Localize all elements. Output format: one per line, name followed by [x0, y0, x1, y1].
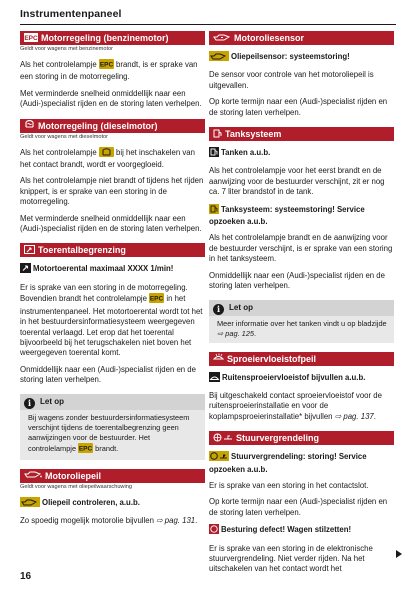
paragraph: Als het controlelampje brandt en de aanwijzing voor de bestuurder verschijnt, is er sprake van een storing in het tanksysteem. — [209, 233, 393, 264]
paragraph: Zo spoedig mogelijk motorolie bijvullen ⇨ pag. 131. — [20, 515, 198, 525]
section-title: Motoroliepeil — [45, 470, 101, 481]
paragraph: Bij uitgeschakeld contact sproeiervloeistof voor de ruitensproeierinstallatie en voor de koplampsproeierinstallatie* bijvullen ⇨ pag. 137. — [209, 390, 382, 421]
note-box — [20, 394, 205, 460]
info-icon: i — [24, 398, 35, 409]
paragraph: Er is sprake van een storing in het contactslot. — [209, 480, 369, 490]
steering-fault-icon — [209, 524, 219, 537]
info-icon: i — [213, 304, 224, 315]
note-body: Bij wagens zonder bestuurdersinformatiesysteem verschijnt tijdens de toerentalbegrenzing geen aanwijzingen voor de bestuurder. Het controlelampje EPC brandt. — [20, 410, 205, 460]
paragraph: Er is sprake van een storing in de elektronische stuurvergrendeling. Niet verder rijden. Na het uitschakelen van het contact wordt het — [209, 543, 373, 574]
right-column — [209, 31, 394, 575]
washer-fluid-icon — [209, 372, 220, 385]
oil-can-icon — [20, 497, 40, 510]
svg-text:EPC: EPC — [78, 445, 93, 453]
epc-icon — [24, 32, 38, 45]
paragraph: Er is sprake van een storing in de motorregeling. Bovendien brandt het controlelampje EPC in het instrumentenpaneel. Het motortoerental wordt tot het in het bestuurdersinformatiesysteem weergegeven toerental verlaagd. Let erop dat het toerental bijvoorbeeld bij het terugschakelen niet boven het weergegeven toerental komt. — [20, 282, 203, 358]
paragraph: Als het controlelampje niet brandt of tijdens het rijden knippert, is er sprake van een storing in de motorregeling. — [20, 176, 204, 207]
epc-indicator-icon — [149, 293, 164, 306]
section-bar-steering-lock — [209, 431, 394, 445]
page-title: Instrumentenpaneel — [20, 8, 122, 20]
page-reference[interactable]: ⇨ pag. 131 — [156, 515, 196, 525]
driver-message: Stuurvergrendeling: storing! Service opzoeken a.u.b. — [209, 452, 367, 474]
paragraph: Onmiddellijk naar een (Audi-)specialist rijden en de storing laten verhelpen. — [20, 364, 196, 385]
section-bar-fuel-system — [209, 127, 394, 141]
paragraph: Als het controlelampje voor het eerst brandt en de aanwijzing voor de bestuurder verschijnt, zit er nog ca. 7 liter brandstof in de tank. — [209, 166, 385, 197]
header-rule — [20, 24, 396, 25]
svg-text:EPC: EPC — [149, 295, 164, 303]
left-column — [20, 31, 205, 526]
section-title: Motorregeling (benzinemotor) — [41, 33, 169, 43]
section-subtitle: Geldt voor wagens met dieselmotor — [20, 133, 108, 140]
svg-text:EPC: EPC — [99, 61, 114, 69]
paragraph: Met verminderde snelheid onmiddellijk naar een (Audi-)specialist rijden en de storing laten verhelpen. — [20, 88, 202, 109]
page-reference[interactable]: ⇨ pag. 137 — [334, 411, 374, 421]
fuel-pump-icon — [209, 147, 219, 160]
note-box — [209, 300, 394, 343]
section-bar-engine-petrol — [20, 31, 205, 45]
section-subtitle: Geldt voor wagens met benzinemotor — [20, 46, 113, 52]
continue-arrow-icon — [396, 550, 402, 558]
driver-message: Motortoerental maximaal XXXX 1/min! — [20, 263, 205, 276]
epc-indicator-icon — [78, 443, 93, 456]
fuel-pump-icon — [209, 204, 219, 217]
glow-plug-icon — [24, 119, 35, 132]
svg-text:EPC: EPC — [24, 34, 38, 42]
page-header — [20, 8, 396, 25]
epc-indicator-icon — [99, 59, 114, 72]
section-bar-oil-level — [20, 469, 205, 483]
driver-message: Oliepeilsensor: systeemstoring! — [209, 51, 394, 64]
note-body: Meer informatie over het tanken vindt u op bladzijde ⇨ pag. 125. — [209, 316, 394, 343]
section-title: Tanksysteem — [225, 129, 282, 140]
section-bar-washer-fluid — [209, 352, 394, 366]
section-title: Toerentalbegrenzing — [38, 245, 126, 256]
oil-sensor-icon — [209, 51, 229, 64]
steering-lock-icon — [213, 432, 233, 445]
note-header: i Let op — [20, 394, 205, 410]
section-title: Sproeiervloeistofpeil — [227, 353, 317, 364]
paragraph: Op korte termijn naar een (Audi-)specialist rijden en de storing laten verhelpen. — [209, 497, 388, 517]
rpm-limit-icon — [24, 244, 35, 257]
paragraph: Onmiddellijk naar een (Audi-)specialist rijden en de storing laten verhelpen. — [209, 270, 385, 291]
section-bar-rpm-limit — [20, 243, 205, 257]
section-bar-oil-sensor — [209, 31, 394, 45]
oil-can-icon — [24, 469, 42, 482]
driver-message: Ruitensproeiervloeistof bijvullen a.u.b. — [209, 372, 394, 385]
washer-fluid-icon — [213, 352, 224, 365]
note-header: i Let op — [209, 300, 394, 316]
steering-lock-icon — [209, 451, 229, 464]
fuel-pump-icon — [213, 128, 222, 141]
driver-message: Besturing defect! Wagen stilzetten! — [209, 524, 394, 537]
page-reference[interactable]: ⇨ pag. 125 — [217, 328, 255, 338]
page-number: 16 — [20, 571, 32, 582]
driver-message: Tanken a.u.b. — [209, 147, 394, 160]
section-title: Stuurvergrendeling — [236, 433, 320, 444]
paragraph: Als het controlelampje EPC brandt, is er sprake van een storing in de motorregeling. — [20, 60, 198, 82]
section-bar-engine-diesel — [20, 119, 205, 133]
paragraph: De sensor voor controle van het motoroliepeil is uitgevallen. — [209, 70, 374, 90]
driver-message: Oliepeil controleren, a.u.b. — [20, 497, 205, 510]
section-title: Motoroliesensor — [234, 33, 305, 43]
paragraph: Op korte termijn naar een (Audi-)specialist rijden en de storing laten verhelpen. — [209, 97, 388, 117]
section-subtitle: Geldt voor wagens met oliepeilwaarschuwing — [20, 483, 132, 490]
paragraph: Als het controlelampje bij het inschakelen van het contact brandt, wordt er voorgegloeid. — [20, 147, 195, 170]
section-title: Motorregeling (dieselmotor) — [38, 120, 158, 131]
paragraph: Met verminderde snelheid onmiddellijk naar een (Audi-)specialist rijden en de storing laten verhelpen. — [20, 213, 202, 234]
glow-plug-indicator-icon — [99, 147, 114, 160]
oil-sensor-icon — [213, 32, 231, 45]
rpm-limit-icon — [20, 263, 31, 276]
driver-message: Tanksysteem: systeemstoring! Service opzoeken a.u.b. — [209, 204, 365, 227]
